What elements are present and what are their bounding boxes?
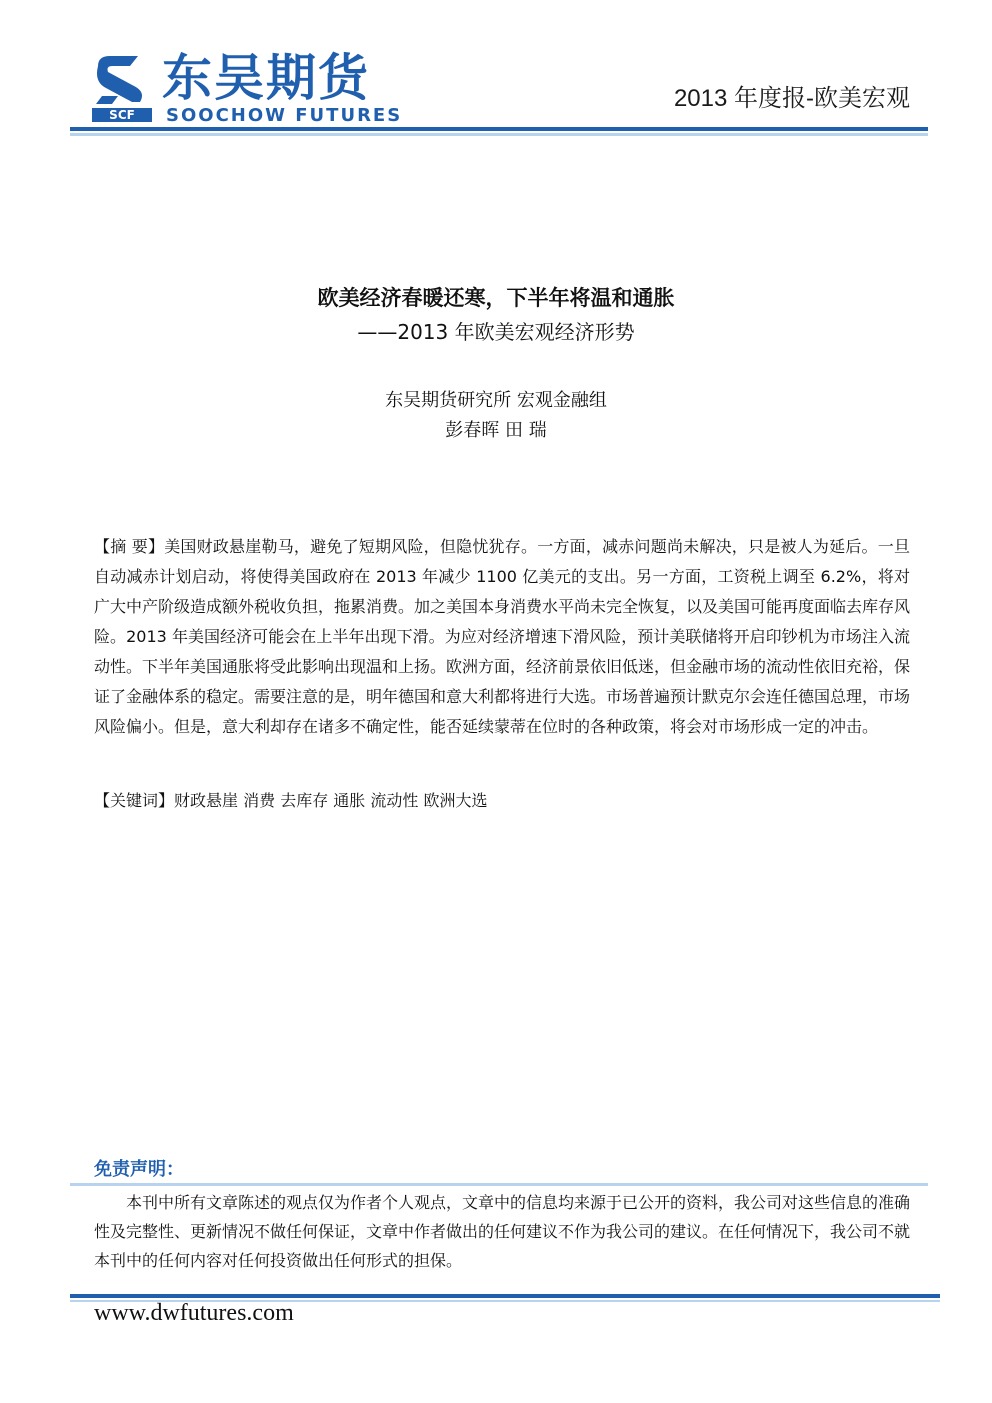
scf-logo-icon [90,52,154,124]
keywords [94,786,487,816]
website-link[interactable]: www.dwfutures.com [94,1300,294,1326]
report-category: 2013 年度报-欧美宏观 [673,85,910,112]
header-rule [70,127,928,131]
report-subtitle: ——2013 年欧美宏观经济形势 [357,320,635,344]
disclaimer-rule [70,1183,928,1186]
title-block [0,280,992,446]
report-title: 欧美经济春暖还寒，下半年将温和通胀 [317,286,675,310]
page-header [0,0,992,140]
keywords-text: 财政悬崖 消费 去库存 通胀 流动性 欧洲大选 [174,791,488,810]
research-department: 东吴期货研究所 宏观金融组 [385,390,607,411]
svg-text:SCF: SCF [109,108,135,122]
abstract [94,532,910,742]
author-names: 彭春晖 田 瑞 [445,420,547,441]
keywords-label: 【关键词】 [94,791,175,810]
company-logo [90,49,410,132]
logo-english-name: SOOCHOW FUTURES [166,105,403,126]
abstract-text: 美国财政悬崖勒马，避免了短期风险，但隐忧犹存。一方面，减赤问题尚未解决，只是被人为延后。一旦自动减赤计划启动，将使得美国政府在 2013 年减少 1100 亿美元的支出。另一方面，工资税上调至 6.2%，将对广大中产阶级造成额外税收负担，拖累消费。加之美国本身消费水平尚未完全恢复，以及美国可能再度面临去库存风险。2013 年美国经济可能会在上半年出现下滑。为应对经济增速下滑风险，预计美联储将开启印钞机为市场注入流动性。下半年美国通胀将受此影响出现温和上扬。欧洲方面，经济前景依旧低迷，但金融市场的流动性依旧充裕，保证了金融体系的稳定。需要注意的是，明年德国和意大利都将进行大选。市场普遍预计默克尔会连任德国总理，市场风险偏小。但是，意大利却存在诸多不确定性，能否延续蒙蒂在位时的各种政策，将会对市场形成一定的冲击。 [94,537,911,736]
disclaimer-text: 本刊中所有文章陈述的观点仅为作者个人观点，文章中的信息均来源于已公开的资料，我公司对这些信息的准确性及完整性、更新情况不做任何保证，文章中作者做出的任何建议不作为我公司的建议。在任何情况下，我公司不就本刊中的任何内容对任何投资做出任何形式的担保。 [94,1193,911,1270]
logo-chinese-name: 东吴期货 [162,49,370,107]
header-rule-accent [70,133,928,136]
disclaimer-heading: 免责声明： [94,1159,184,1180]
abstract-label: 【摘 要】 [94,537,165,556]
